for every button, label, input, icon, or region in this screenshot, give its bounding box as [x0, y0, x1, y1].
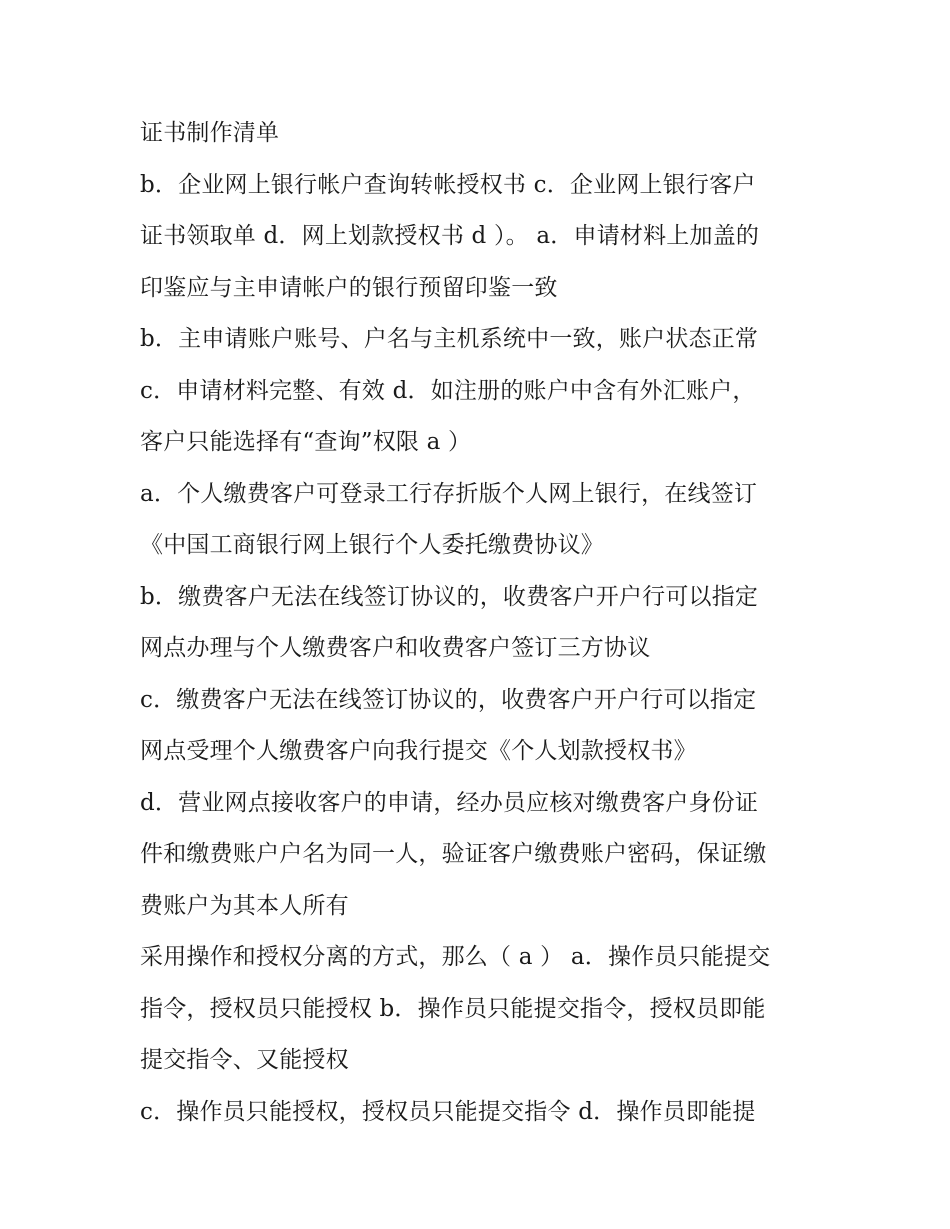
- document-body: [140, 108, 840, 1138]
- text-line: b．企业网上银行帐户查询转帐授权书 c．企业网上银行客户: [140, 171, 756, 198]
- text-line: 件和缴费账户户名为同一人，验证客户缴费账户密码，保证缴: [140, 841, 767, 867]
- text-line: d．营业网点接收客户的申请，经办员应核对缴费客户身份证: [140, 789, 759, 816]
- text-line: a．个人缴费客户可登录工行存折版个人网上银行，在线签订: [140, 480, 758, 507]
- text-line: 印鉴应与主申请帐户的银行预留印鉴一致: [140, 274, 558, 301]
- text-line: 客户只能选择有“查询”权限 a ）: [140, 429, 472, 455]
- text-line: 《中国工商银行网上银行个人委托缴费协议》: [140, 532, 604, 558]
- text-line: b．缴费客户无法在线签订协议的，收费客户开户行可以指定: [140, 583, 759, 610]
- text-line: 证书制作清单: [140, 120, 280, 146]
- text-line: 网点受理个人缴费客户向我行提交《个人划款授权书》: [140, 738, 697, 764]
- text-line: c．申请材料完整、有效 d．如注册的账户中含有外汇账户，: [140, 377, 756, 404]
- text-line: 网点办理与个人缴费客户和收费客户签订三方协议: [140, 635, 651, 661]
- text-line: b．主申请账户账号、户名与主机系统中一致，账户状态正常: [140, 326, 759, 352]
- text-line: 采用操作和授权分离的方式，那么（ a ） a．操作员只能提交: [140, 944, 771, 970]
- text-line: c．操作员只能授权，授权员只能提交指令 d．操作员即能提: [140, 1098, 756, 1125]
- text-line: 费账户为其本人所有: [140, 892, 349, 919]
- text-line: c．缴费客户无法在线签订协议的，收费客户开户行可以指定: [140, 686, 757, 713]
- text-line: 提交指令、又能授权: [140, 1047, 349, 1073]
- text-line: 指令，授权员只能授权 b．操作员只能提交指令，授权员即能: [140, 995, 766, 1022]
- text-line: 证书领取单 d．网上划款授权书 d ）。 a．申请材料上加盖的: [140, 223, 760, 249]
